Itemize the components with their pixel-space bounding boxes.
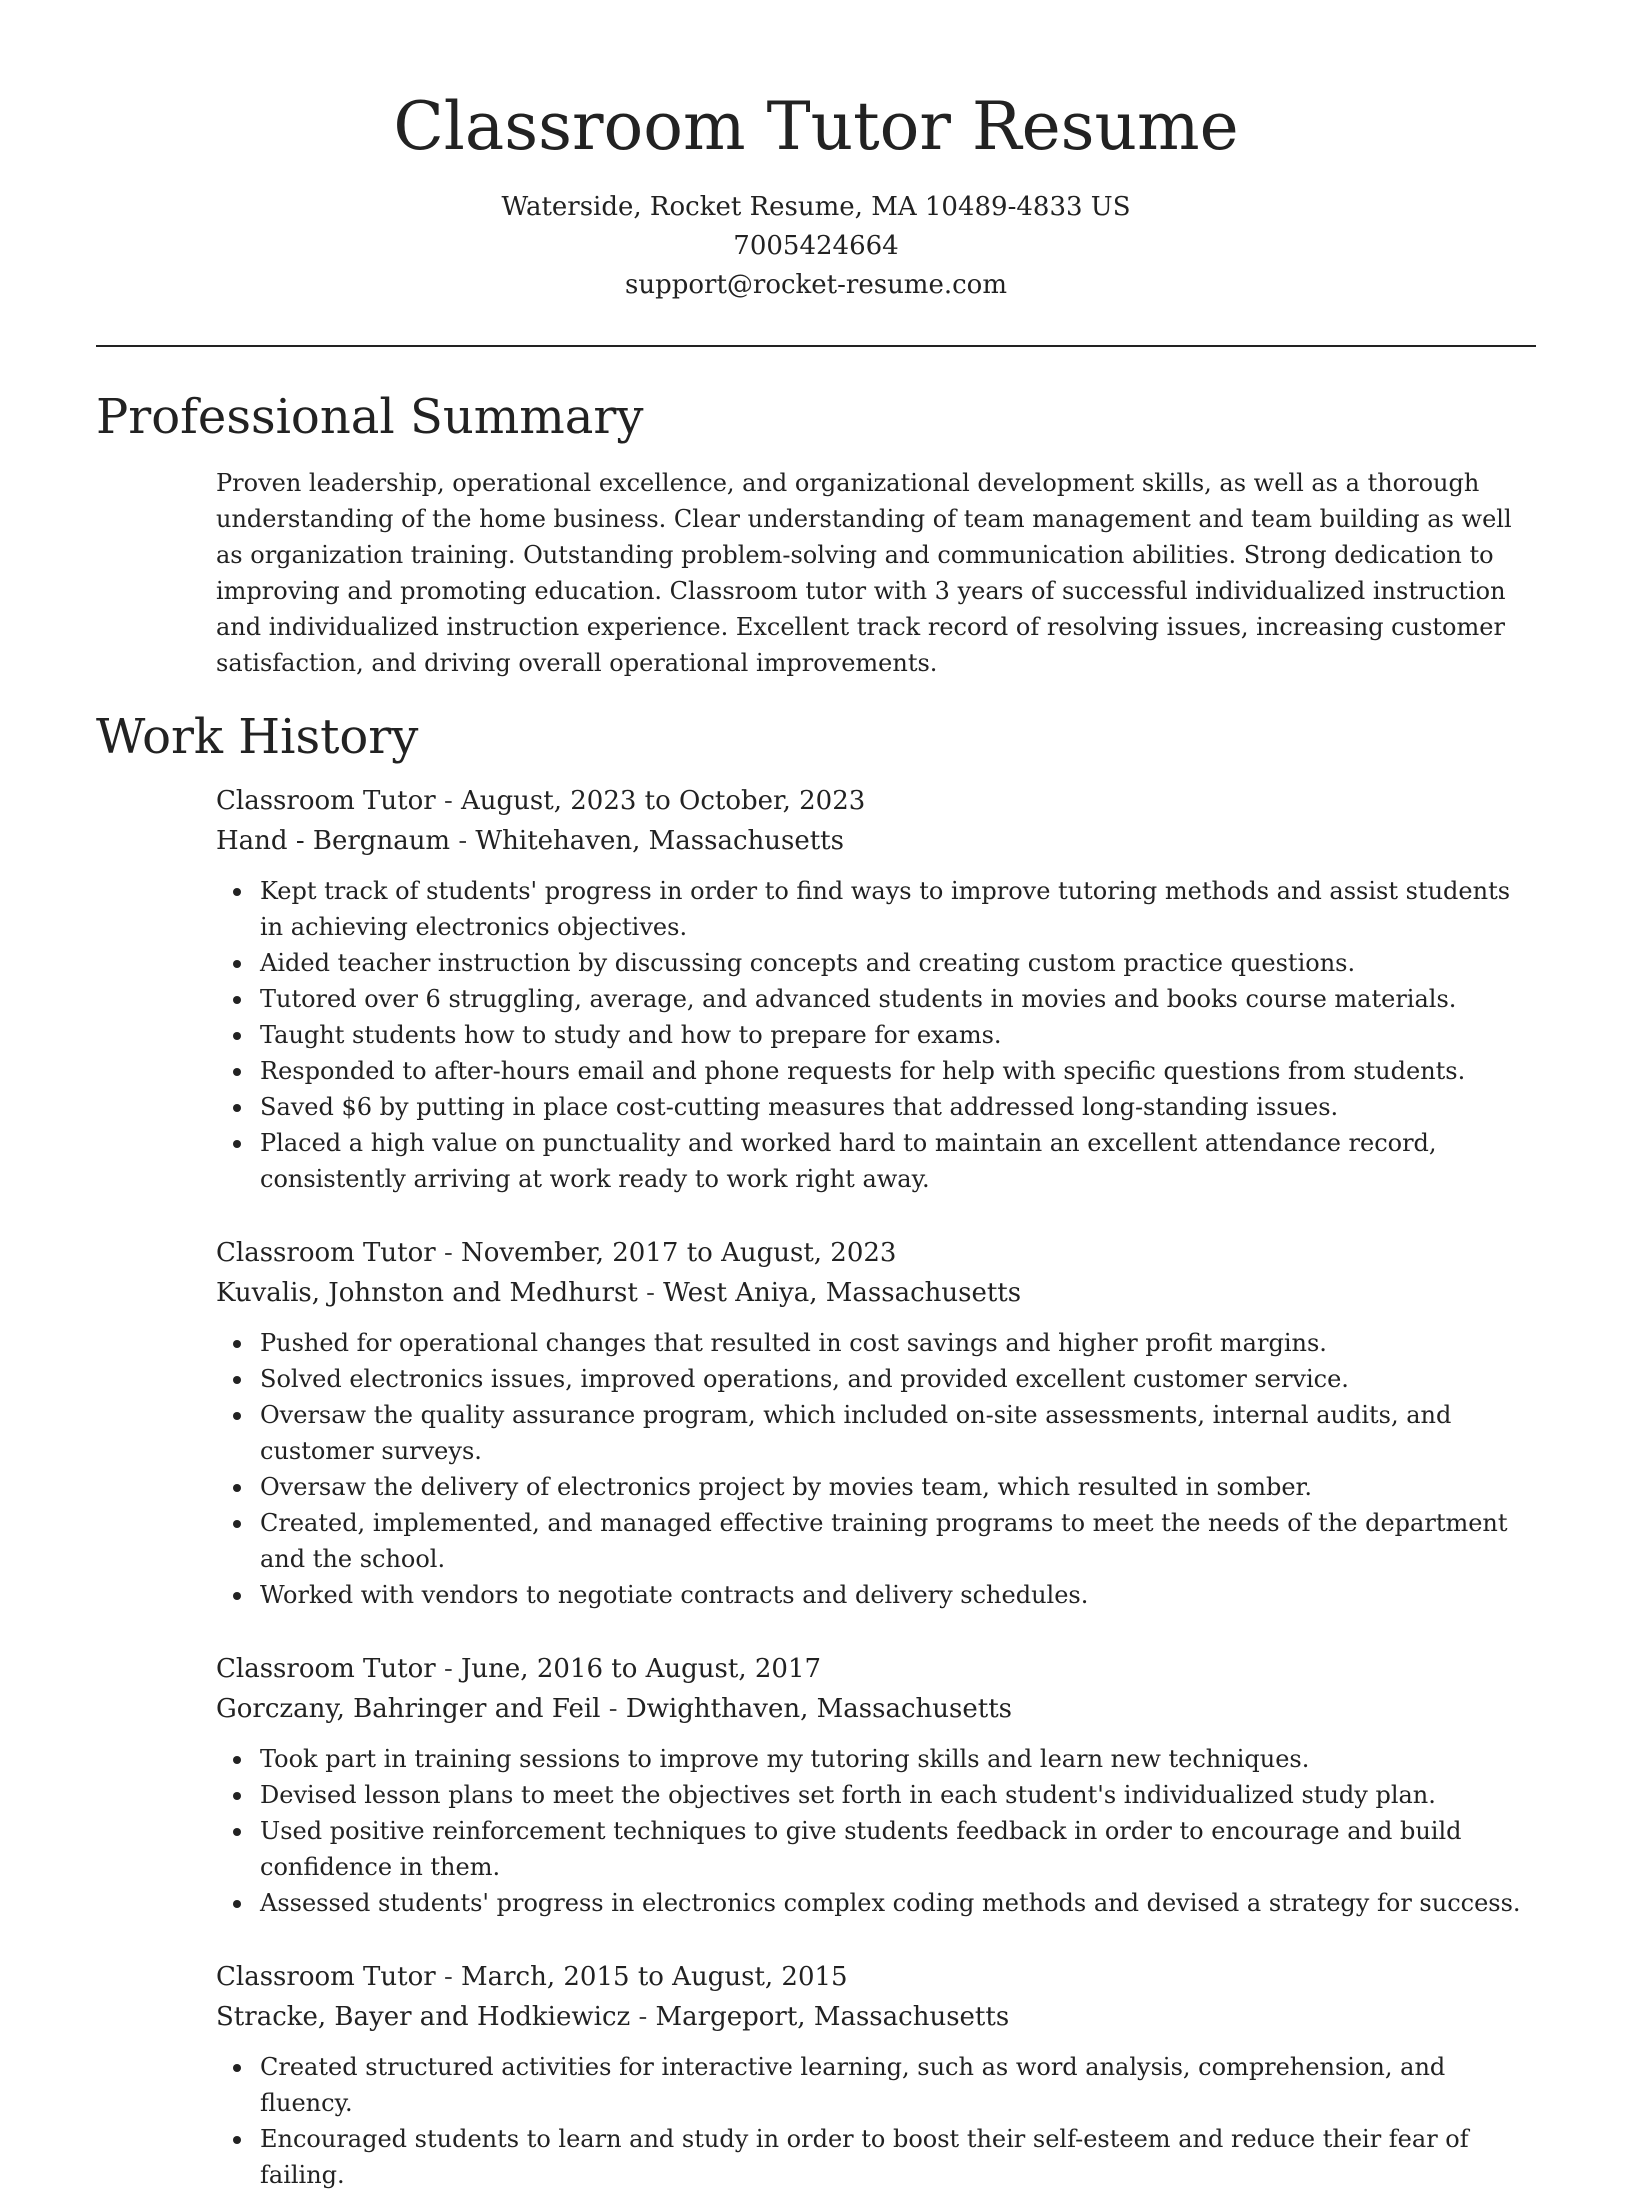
job-bullet: Responded to after-hours email and phone requests for help with specific questions from students. <box>260 1053 1536 1089</box>
job-bullet: Kept track of students' progress in order to find ways to improve tutoring methods and assist students in achieving electronics objectives. <box>260 873 1536 945</box>
contact-address: Waterside, Rocket Resume, MA 10489-4833 US <box>501 192 1131 222</box>
job-bullet: Taught students how to study and how to prepare for exams. <box>260 1017 1536 1053</box>
job-location: West Aniya, Massachusetts <box>663 1278 1022 1308</box>
job-entry <box>216 781 1536 1197</box>
job-bullet: Tutored over 6 struggling, average, and advanced students in movies and books course materials. <box>260 981 1536 1017</box>
job-bullet-list <box>216 1741 1536 1921</box>
job-company-line <box>216 1273 1536 1313</box>
job-position: Classroom Tutor <box>216 1962 436 1992</box>
job-separator: - <box>608 1694 626 1724</box>
job-separator: - <box>443 1654 461 1684</box>
job-bullet: Used positive reinforcement techniques to give students feedback in order to encourage and build confidence in them. <box>260 1813 1536 1885</box>
job-bullet: Oversaw the delivery of electronics project by movies team, which resulted in somber. <box>260 1469 1536 1505</box>
job-bullet: Devised lesson plans to meet the objectives set forth in each student's individualized study plan. <box>260 1777 1536 1813</box>
job-company-line <box>216 1997 1536 2037</box>
job-separator: - <box>443 1962 461 1992</box>
job-bullet: Encouraged students to learn and study in order to boost their self-esteem and reduce their fear of failing. <box>260 2121 1536 2193</box>
header-divider <box>96 345 1536 347</box>
job-dates: November, 2017 to August, 2023 <box>461 1238 897 1268</box>
job-separator: - <box>646 1278 664 1308</box>
resume-header <box>0 0 1632 305</box>
job-bullet-list <box>216 873 1536 1197</box>
job-company-line <box>216 1689 1536 1729</box>
summary-section <box>0 387 1632 681</box>
job-company: Stracke, Bayer and Hodkiewicz <box>216 2002 631 2032</box>
job-company: Gorczany, Bahringer and Feil <box>216 1694 601 1724</box>
job-company: Kuvalis, Johnston and Medhurst <box>216 1278 638 1308</box>
job-bullet: Placed a high value on punctuality and worked hard to maintain an excellent attendance record, consistently arriving at work ready to work right away. <box>260 1125 1536 1197</box>
contact-email: support@rocket-resume.com <box>624 270 1007 300</box>
job-separator: - <box>638 2002 656 2032</box>
job-position: Classroom Tutor <box>216 786 436 816</box>
job-company-line <box>216 821 1536 861</box>
job-bullet: Worked with vendors to negotiate contracts and delivery schedules. <box>260 1577 1536 1613</box>
job-bullet: Took part in training sessions to improve my tutoring skills and learn new techniques. <box>260 1741 1536 1777</box>
job-title-line <box>216 1957 1536 1997</box>
job-separator: - <box>458 826 476 856</box>
job-company: Hand - Bergnaum <box>216 826 451 856</box>
job-title-line <box>216 1233 1536 1273</box>
job-entry <box>216 1957 1536 2193</box>
job-bullet: Aided teacher instruction by discussing concepts and creating custom practice questions. <box>260 945 1536 981</box>
job-position: Classroom Tutor <box>216 1238 436 1268</box>
job-separator: - <box>443 786 461 816</box>
job-dates: August, 2023 to October, 2023 <box>461 786 866 816</box>
job-bullet-list <box>216 1325 1536 1613</box>
job-title-line <box>216 1649 1536 1689</box>
contact-block <box>0 188 1632 305</box>
resume-title: Classroom Tutor Resume <box>393 88 1239 165</box>
job-location: Whitehaven, Massachusetts <box>475 826 844 856</box>
job-bullet: Pushed for operational changes that resulted in cost savings and higher profit margins. <box>260 1325 1536 1361</box>
job-dates: March, 2015 to August, 2015 <box>461 1962 848 1992</box>
job-location: Dwighthaven, Massachusetts <box>625 1694 1012 1724</box>
job-position: Classroom Tutor <box>216 1654 436 1684</box>
job-location: Margeport, Massachusetts <box>655 2002 1010 2032</box>
job-bullet: Saved $6 by putting in place cost-cutting measures that addressed long-standing issues. <box>260 1089 1536 1125</box>
job-bullet: Oversaw the quality assurance program, which included on-site assessments, internal audits, and customer surveys. <box>260 1397 1536 1469</box>
job-bullet: Assessed students' progress in electronics complex coding methods and devised a strategy for success. <box>260 1885 1536 1921</box>
job-bullet: Solved electronics issues, improved operations, and provided excellent customer service. <box>260 1361 1536 1397</box>
work-history-heading: Work History <box>96 709 419 765</box>
job-title-line <box>216 781 1536 821</box>
job-bullet: Created structured activities for interactive learning, such as word analysis, comprehension, and fluency. <box>260 2049 1536 2121</box>
contact-phone: 7005424664 <box>733 231 899 261</box>
job-dates: June, 2016 to August, 2017 <box>461 1654 822 1684</box>
job-entry <box>216 1233 1536 1613</box>
summary-text: Proven leadership, operational excellence, and organizational development skills, as well as a thorough understanding of the home business. Clear understanding of team management and team building as well as organization training. Outstanding problem-solving and communication abilities. Strong dedication to improving and promoting education. Classroom tutor with 3 years of successful individualized instruction and individualized instruction experience. Excellent track record of resolving issues, increasing customer satisfaction, and driving overall operational improvements. <box>216 469 1512 677</box>
job-entry <box>216 1649 1536 1921</box>
summary-heading: Professional Summary <box>96 389 644 445</box>
work-history-section <box>0 707 1632 2193</box>
job-bullet: Created, implemented, and managed effective training programs to meet the needs of the department and the school. <box>260 1505 1536 1577</box>
job-bullet-list <box>216 2049 1536 2193</box>
job-separator: - <box>443 1238 461 1268</box>
